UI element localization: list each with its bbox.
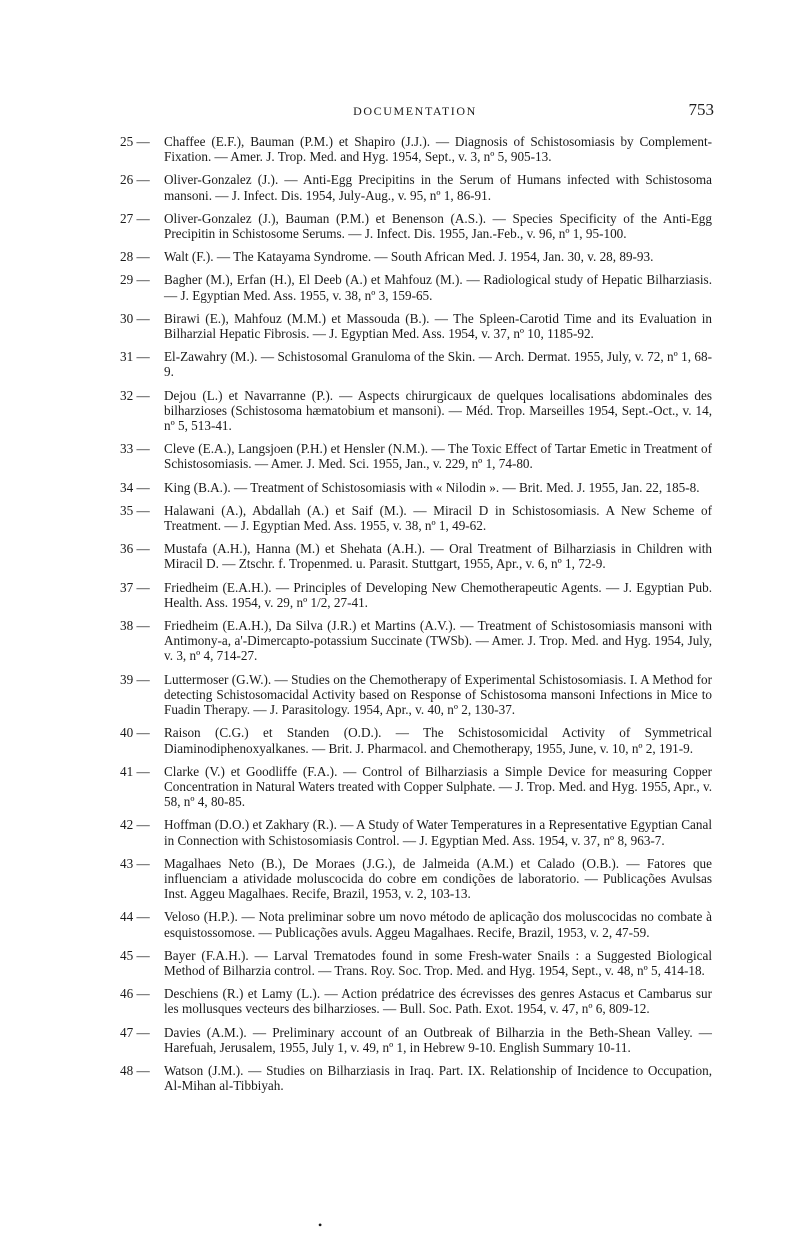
footer-mark: • (318, 1218, 323, 1232)
reference-number: 37 — (120, 579, 150, 595)
reference-entry (120, 480, 712, 495)
reference-number: 34 — (120, 479, 150, 495)
reference-entry (120, 541, 712, 571)
reference-number: 32 — (120, 387, 150, 403)
reference-entry (120, 856, 712, 902)
reference-number: 43 — (120, 855, 150, 871)
reference-text: Oliver-Gonzalez (J.), Bauman (P.M.) et Benenson (A.S.). — Species Specificity of the Anti-Egg Precipitin in Schistosome Serums. — J. Infect. Dis. 1955, Jan.-Feb., v. 96, nº 1, 95-100. (164, 210, 712, 242)
reference-text: Halawani (A.), Abdallah (A.) et Saif (M.). — Miracil D in Schistosomiasis. A New Scheme of Treatment. — J. Egyptian Med. Ass. 1955, v. 38, nº 1, 49-62. (164, 502, 712, 534)
reference-entry (120, 349, 712, 379)
reference-number: 41 — (120, 763, 150, 779)
page-header (118, 100, 712, 124)
reference-text: Davies (A.M.). — Preliminary account of an Outbreak of Bilharzia in the Beth-Shean Valley. — Harefuah, Jerusalem, 1955, July 1, v. 49, nº 1, in Hebrew 9-10. English Summary 10-11. (164, 1024, 712, 1055)
reference-entry (120, 909, 712, 939)
reference-number: 46 — (120, 986, 150, 1002)
reference-text: El-Zawahry (M.). — Schistosomal Granuloma of the Skin. — Arch. Dermat. 1955, July, v. 72, nº 1, 68-9. (164, 349, 712, 380)
reference-entry (120, 986, 712, 1016)
reference-number: 38 — (120, 618, 150, 634)
reference-text: Deschiens (R.) et Lamy (L.). — Action prédatrice des écrevisses des genres Astacus et Cambarus sur les mollusques vecteurs des bilharzioses. — Bull. Soc. Path. Exot. 1954, v. 47, nº 6, 809-12. (164, 986, 712, 1017)
reference-text: Clarke (V.) et Goodliffe (F.A.). — Control of Bilharziasis a Simple Device for measuring Copper Concentration in Natural Waters treated with Copper Sulphate. — J. Trop. Med. and Hyg. 1955, Apr., v. 58, nº 4, 80-85. (164, 763, 712, 810)
reference-entry (120, 388, 712, 434)
reference-entry (120, 580, 712, 610)
reference-number: 45 — (120, 947, 150, 963)
reference-entry (120, 249, 712, 264)
reference-entry (120, 764, 712, 810)
reference-number: 36 — (120, 541, 150, 557)
reference-number: 28 — (120, 249, 150, 265)
reference-entry (120, 672, 712, 718)
reference-entry (120, 1025, 712, 1055)
reference-entry (120, 618, 712, 664)
reference-number: 42 — (120, 817, 150, 833)
reference-number: 48 — (120, 1062, 150, 1078)
reference-number: 29 — (120, 272, 150, 288)
reference-entry (120, 1063, 712, 1093)
reference-text: Raison (C.G.) et Standen (O.D.). — The Schistosomicidal Activity of Symmetrical Diaminodiphenoxyalkanes. — Brit. J. Pharmacol. and Chemotherapy, 1955, June, v. 10, nº 2, 191-9. (164, 725, 712, 756)
reference-text: Walt (F.). — The Katayama Syndrome. — South African Med. J. 1954, Jan. 30, v. 28, 89-93. (164, 249, 654, 265)
running-title: DOCUMENTATION (353, 104, 477, 118)
reference-text: Watson (J.M.). — Studies on Bilharziasis in Iraq. Part. IX. Relationship of Incidence to Occupation, Al-Mihan al-Tibbiyah. (164, 1062, 712, 1094)
reference-number: 27 — (120, 210, 150, 226)
reference-text: Magalhaes Neto (B.), De Moraes (J.G.), de Jalmeida (A.M.) et Calado (O.B.). — Fatores que influenciam a atividade moluscocida do cobre em condições de laboratorio. — Publicações Avulsas Inst. Aggeu Magalhaes. Recife, Brazil, 1953, v. 2, 103-13. (164, 855, 712, 902)
reference-text: King (B.A.). — Treatment of Schistosomiasis with « Nilodin ». — Brit. Med. J. 1955, Jan. 22, 185-8. (164, 479, 700, 495)
reference-entry (120, 817, 712, 847)
reference-number: 40 — (120, 725, 150, 741)
reference-entry (120, 211, 712, 241)
reference-entry (120, 172, 712, 202)
reference-text: Friedheim (E.A.H.), Da Silva (J.R.) et Martins (A.V.). — Treatment of Schistosomiasis mansoni with Antimony-a, a'-Dimercapto-potassium Succinate (TWSb). — Amer. J. Trop. Med. and Hyg. 1954, July, v. 3, nº 4, 714-27. (164, 618, 712, 664)
reference-entry (120, 134, 712, 164)
reference-text: Luttermoser (G.W.). — Studies on the Chemotherapy of Experimental Schistosomiasis. I. A Method for detecting Schistosomacidal Activity based on Response of Schistosoma mansoni Infections in Mice to Fuadin Therapy. — J. Parasitology. 1954, Apr., v. 40, nº 2, 130-37. (164, 671, 712, 718)
reference-number: 25 — (120, 134, 150, 149)
reference-text: Mustafa (A.H.), Hanna (M.) et Shehata (A.H.). — Oral Treatment of Bilharziasis in Children with Miracil D. — Ztschr. f. Tropenmed. u. Parasit. Stuttgart, 1955, Apr., v. 6, nº 1, 72-9. (164, 541, 712, 572)
page-number: 753 (688, 100, 714, 119)
reference-text: Bayer (F.A.H.). — Larval Trematodes found in some Fresh-water Snails : a Suggested Biological Method of Bilharzia control. — Trans. Roy. Soc. Trop. Med. and Hyg. 1954, Sept., v. 48, nº 5, 414-18. (164, 947, 712, 978)
reference-text: Veloso (H.P.). — Nota preliminar sobre um novo método de aplicação dos moluscocidas no combate à esquistossomose. — Publicações avuls. Aggeu Magalhaes. Recife, Brazil, 1953, v. 2, 47-59. (164, 909, 712, 940)
reference-number: 44 — (120, 909, 150, 925)
reference-number: 47 — (120, 1024, 150, 1040)
reference-number: 31 — (120, 349, 150, 365)
reference-entry (120, 948, 712, 978)
reference-text: Dejou (L.) et Navarranne (P.). — Aspects chirurgicaux de quelques localisations abdominales des bilharzioses (Schistosoma hæmatobium et mansoni). — Méd. Trop. Marseilles 1954, Sept.-Oct., v. 14, nº 5, 513-41. (164, 387, 712, 434)
reference-text: Cleve (E.A.), Langsjoen (P.H.) et Hensler (N.M.). — The Toxic Effect of Tartar Emetic in Treatment of Schistosomiasis. — Amer. J. Med. Sci. 1955, Jan., v. 229, nº 1, 74-80. (164, 441, 712, 472)
reference-number: 33 — (120, 441, 150, 457)
reference-text: Birawi (E.), Mahfouz (M.M.) et Massouda (B.). — The Spleen-Carotid Time and its Evaluation in Bilharzial Hepatic Fibrosis. — J. Egyptian Med. Ass. 1954, v. 37, nº 10, 1185-92. (164, 310, 712, 342)
reference-number: 30 — (120, 310, 150, 326)
reference-entry (120, 725, 712, 755)
reference-text: Oliver-Gonzalez (J.). — Anti-Egg Precipitins in the Serum of Humans infected with Schistosoma mansoni. — J. Infect. Dis. 1954, July-Aug., v. 95, nº 1, 86-91. (164, 172, 712, 203)
reference-number: 26 — (120, 172, 150, 188)
reference-entry (120, 503, 712, 533)
reference-entry (120, 311, 712, 341)
reference-text: Bagher (M.), Erfan (H.), El Deeb (A.) et Mahfouz (M.). — Radiological study of Hepatic Bilharziasis. — J. Egyptian Med. Ass. 1955, v. 38, nº 3, 159-65. (164, 272, 712, 303)
reference-entry (120, 441, 712, 471)
reference-number: 35 — (120, 502, 150, 518)
reference-entry (120, 272, 712, 302)
reference-number: 39 — (120, 671, 150, 687)
reference-text: Friedheim (E.A.H.). — Principles of Developing New Chemotherapeutic Agents. — J. Egyptian Pub. Health. Ass. 1954, v. 29, nº 1/2, 27-41. (164, 579, 712, 610)
reference-text: Chaffee (E.F.), Bauman (P.M.) et Shapiro (J.J.). — Diagnosis of Schistosomiasis by Complement-Fixation. — Amer. J. Trop. Med. and Hyg. 1954, Sept., v. 3, nº 5, 905-13. (164, 134, 712, 165)
reference-text: Hoffman (D.O.) et Zakhary (R.). — A Study of Water Temperatures in a Representative Egyptian Canal in Connection with Schistosomiasis Control. — J. Egyptian Med. Ass. 1954, v. 37, nº 8, 963-7. (164, 817, 712, 848)
reference-list (120, 134, 712, 1101)
